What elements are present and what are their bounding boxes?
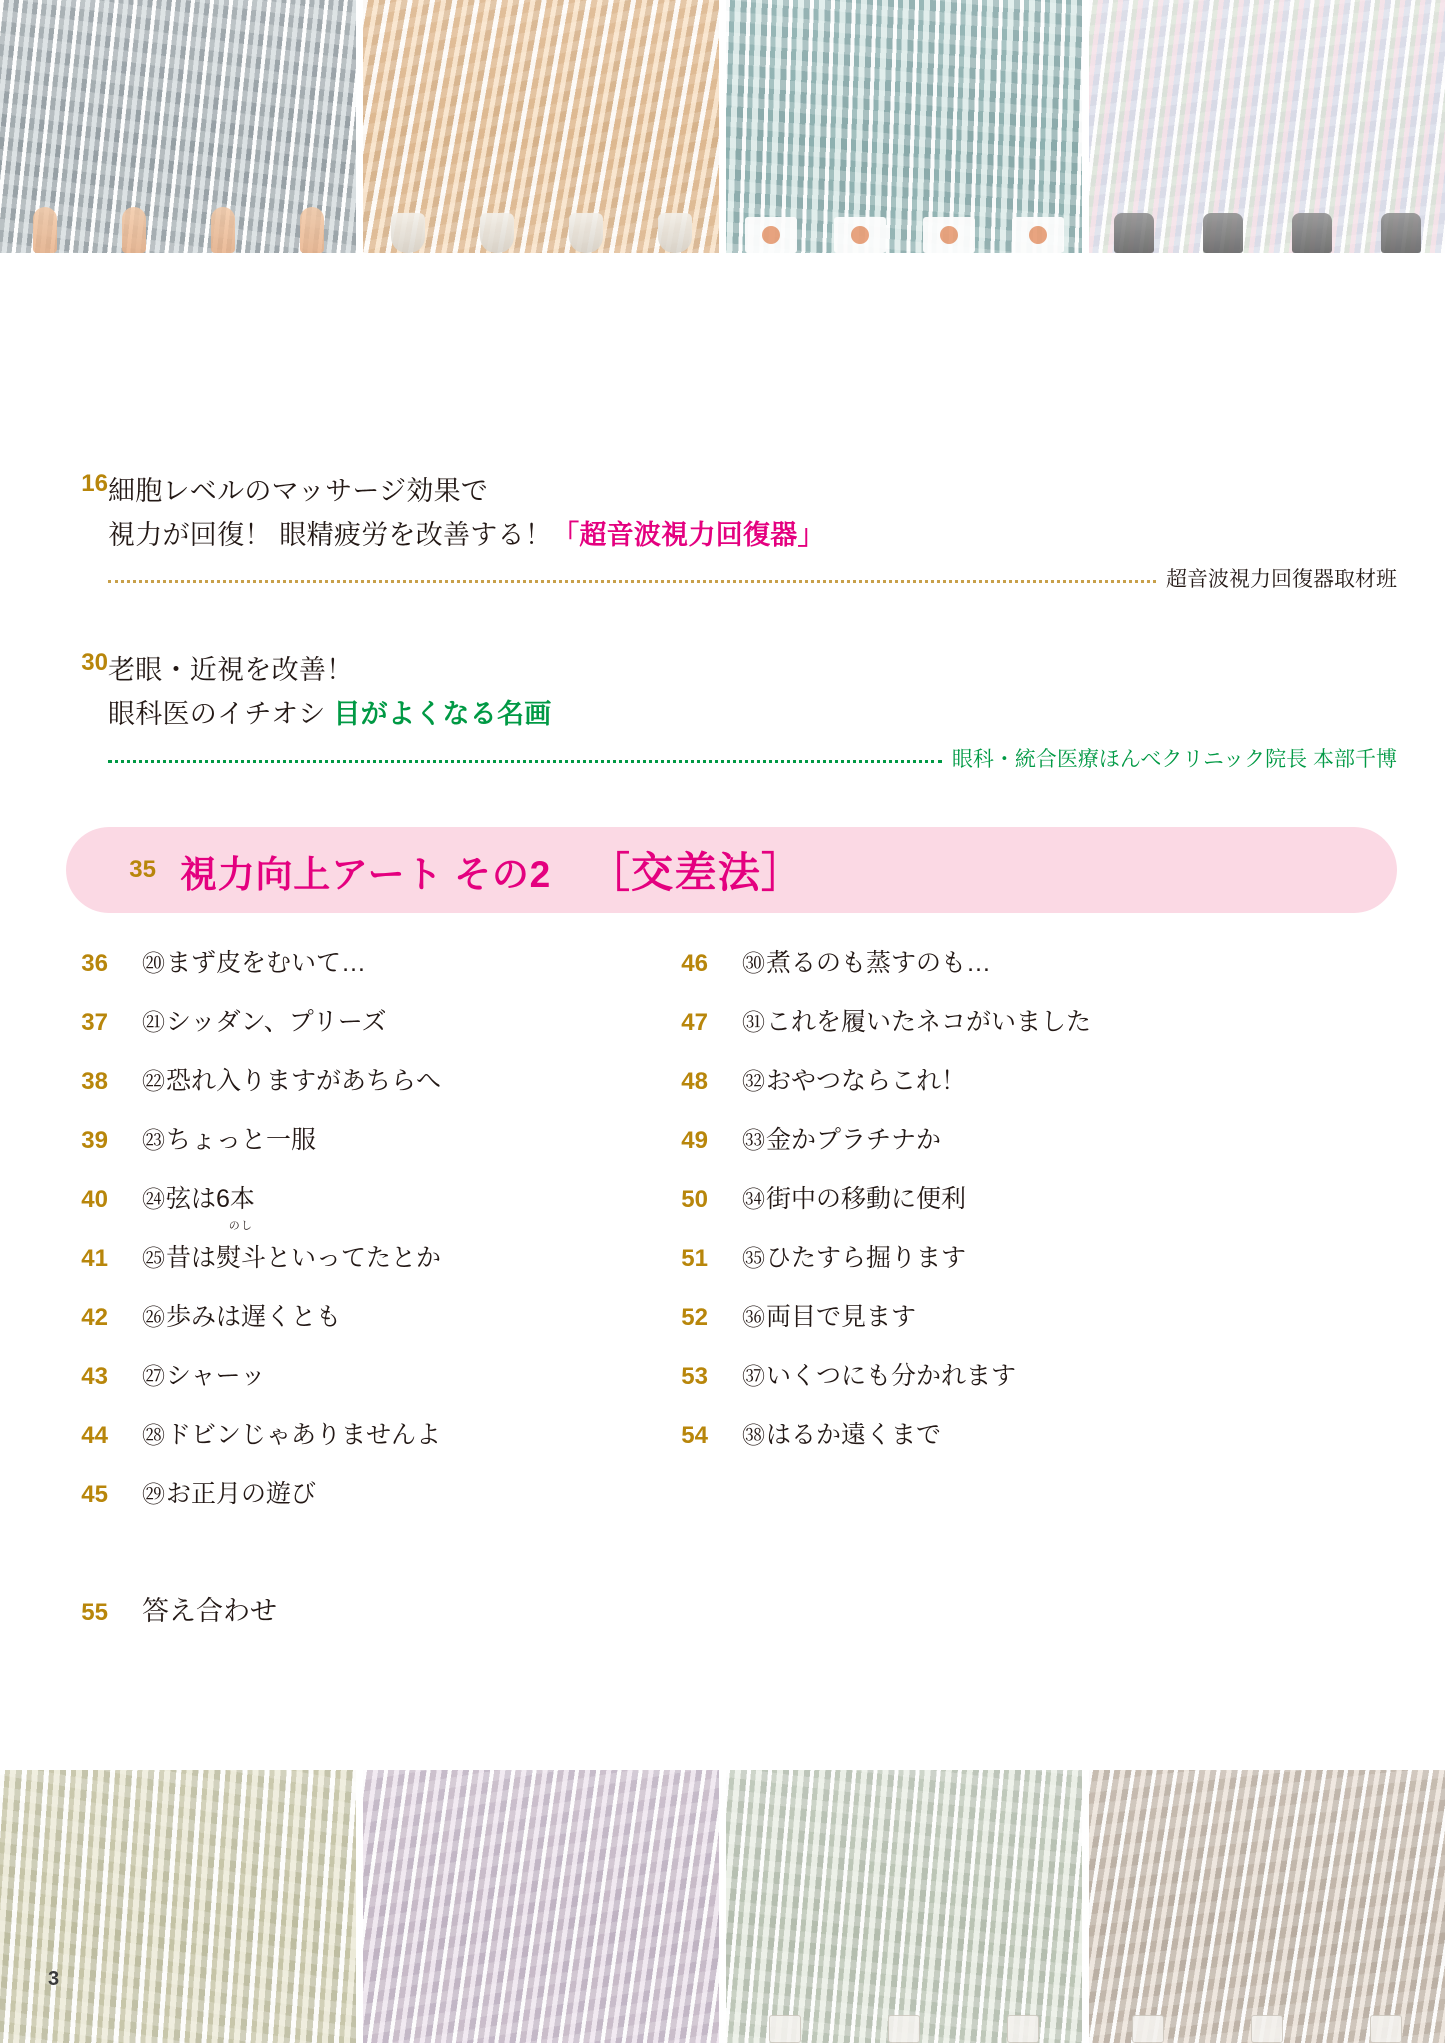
page-folio: 3 [48,1968,60,1990]
page-number: 30 [81,649,108,677]
item-number-circled: ㉙ [142,1480,165,1507]
page-number: 46 [681,949,708,977]
page-number: 52 [681,1303,708,1331]
list-item-label [742,1002,1091,1038]
page-number: 53 [681,1362,708,1390]
stereogram-thumb-7 [726,1770,1082,2043]
feature-line-2-highlight: 「超音波視力回復器」 [552,519,825,550]
ruby-text: のし [228,1219,254,1232]
motif-row [1089,1981,1445,2043]
page-number: 40 [81,1185,108,1213]
list-item[interactable] [81,1474,708,1533]
list-item-label [142,1061,441,1097]
item-title: 昔は のし 熨斗といってたとか [166,1219,442,1272]
item-title: 煮るのも蒸すのも… [766,948,992,977]
banner-bracket-text: ［交差法］ [587,848,805,896]
feature-line-2-plain: 視力が回復！ 眼精疲労を改善する！ [108,519,553,550]
feature-line-2-plain: 眼科医のイチオシ [108,699,334,730]
item-title: お正月の遊び [166,1479,317,1508]
list-item[interactable] [681,1002,1308,1061]
chair-motif-icon [1203,213,1243,253]
list-item[interactable] [81,1061,708,1120]
item-number-circled: ㉚ [742,949,765,976]
list-item-label [742,1179,966,1215]
credit-text: 眼科・統合医療ほんべクリニック院長 本部千博 [951,747,1397,771]
page-number: 55 [81,1598,108,1626]
finger-motif-icon [33,207,57,253]
banner-title-text: 視力向上アート その2 [180,853,551,895]
item-title: はるか遠くまで [766,1420,942,1449]
motif-row [726,191,1082,253]
flag-motif-icon [1012,217,1064,253]
list-item-label [742,1238,966,1274]
feature-line-1: 老眼・近視を改善！ [108,655,354,686]
plug-motif-icon [888,2015,920,2043]
item-title: 街中の移動に便利 [766,1184,967,1213]
item-number-circled: ㊲ [742,1362,765,1389]
toc-column-right [681,943,1308,1533]
list-item[interactable] [681,1120,1308,1179]
list-item[interactable] [81,1120,708,1179]
page-number: 49 [681,1126,708,1154]
feature-line-1: 細胞レベルのマッサージ効果で [108,476,489,506]
plug-motif-icon [1132,2015,1164,2043]
ruby-base: 熨斗 [216,1243,267,1272]
stereogram-thumb-3 [726,0,1082,253]
list-item-label [142,1219,442,1274]
list-item[interactable] [81,1219,708,1297]
item-number-circled: ㉛ [742,1008,765,1035]
item-number-circled: ㊱ [742,1303,765,1330]
plug-motif-icon [1007,2015,1039,2043]
cup-motif-icon [391,213,425,253]
item-number-circled: ㉖ [142,1303,165,1330]
page-number: 38 [81,1067,108,1095]
item-title: 恐れ入りますがあちらへ [166,1066,442,1095]
item-number-circled: ㉝ [742,1126,765,1153]
list-item[interactable] [81,1179,708,1238]
list-item-label [142,1297,341,1333]
ruby-group [216,1219,267,1274]
item-title: いくつにも分かれます [766,1361,1017,1390]
chair-motif-icon [1292,213,1332,253]
toc-answer-entry[interactable] [0,1589,1445,1628]
list-item-label [742,1120,941,1156]
list-item[interactable] [681,943,1308,1002]
table-of-contents [0,470,1445,1628]
list-item-label [742,1297,916,1333]
list-item-label [142,1415,441,1451]
item-number-circled: ㊳ [742,1421,765,1448]
page-number: 43 [81,1362,108,1390]
stereogram-thumb-6 [363,1770,719,2043]
list-item-label [142,1474,316,1510]
item-title: シャーッ [166,1361,266,1390]
cup-motif-icon [480,213,514,253]
bottom-image-strip [0,1770,1445,2043]
item-number-circled: ㉗ [142,1362,165,1389]
toc-feature-entry[interactable] [0,649,1445,736]
item-title: 弦は6本 [166,1184,255,1213]
item-title: ちょっと一服 [166,1125,317,1154]
item-title: おやつならこれ！ [766,1066,967,1095]
item-title: まず皮をむいて… [166,948,367,977]
list-item[interactable] [81,1356,708,1415]
chair-motif-icon [1381,213,1421,253]
credit-row [108,743,1445,773]
list-item[interactable] [681,1356,1308,1415]
cup-motif-icon [569,213,603,253]
page-number: 50 [681,1185,708,1213]
list-item-label [742,1356,1016,1392]
list-item-label [742,943,991,979]
flag-motif-icon [745,217,797,253]
item-number-circled: ㉞ [742,1185,765,1212]
page-number: 51 [681,1244,708,1272]
list-item-label [142,1002,387,1038]
credit-text: 超音波視力回復器取材班 [1166,568,1397,592]
stereogram-thumb-5 [0,1770,356,2043]
page-number: 41 [81,1244,108,1272]
motif-row [726,1981,1082,2043]
page-number: 39 [81,1126,108,1154]
item-title: これを履いたネコがいました [766,1007,1092,1036]
list-item[interactable] [81,1002,708,1061]
item-title: 金かプラチナか [766,1125,942,1154]
page-number: 44 [81,1421,108,1449]
feature-line-2 [108,693,1445,737]
item-title: ひたすら掘ります [766,1243,967,1272]
list-item-label [142,1120,316,1156]
top-image-strip [0,0,1445,253]
finger-motif-icon [122,207,146,253]
flag-motif-icon [834,217,886,253]
flag-motif-icon [923,217,975,253]
page-number: 48 [681,1067,708,1095]
item-number-circled: ㉘ [142,1421,165,1448]
toc-column-left [81,943,708,1533]
motif-row [363,191,719,253]
page-number: 42 [81,1303,108,1331]
page-number: 36 [81,949,108,977]
item-number-circled: ㉔ [142,1185,165,1212]
item-number-circled: ㉒ [142,1067,165,1094]
item-number-circled: ㉑ [142,1008,165,1035]
list-item[interactable] [681,1061,1308,1120]
page-number: 45 [81,1480,108,1508]
banner-title [180,840,804,900]
list-item-label [142,943,366,979]
answer-label: 答え合わせ [142,1595,277,1626]
plug-motif-icon [1370,2015,1402,2043]
section-banner[interactable] [66,827,1397,913]
cup-motif-icon [658,213,692,253]
item-title: 両目で見ます [766,1302,917,1331]
list-item[interactable] [681,1415,1308,1474]
banner-page-number: 35 [129,855,156,883]
toc-feature-entry[interactable] [0,470,1445,557]
stereogram-thumb-8 [1089,1770,1445,2043]
chair-motif-icon [1114,213,1154,253]
finger-motif-icon [300,207,324,253]
motif-row [1089,191,1445,253]
list-item[interactable] [81,1415,708,1474]
item-number-circled: ⑳ [142,949,165,976]
stereogram-thumb-2 [363,0,719,253]
list-item-label [142,1179,255,1215]
page-number: 47 [681,1008,708,1036]
item-number-circled: ㉟ [742,1244,765,1271]
list-item[interactable] [681,1179,1308,1238]
page-number: 54 [681,1421,708,1449]
stereogram-thumb-4 [1089,0,1445,253]
feature-line-2 [108,514,1445,558]
leader-dots [108,580,1156,583]
page-number: 16 [81,470,108,497]
item-number-circled: ㉓ [142,1126,165,1153]
page-number: 37 [81,1008,108,1036]
item-title: 歩みは遅くとも [166,1302,342,1331]
item-title: ドビンじゃありませんよ [166,1420,442,1449]
list-item[interactable] [681,1297,1308,1356]
item-number-circled: ㉕ [142,1244,165,1271]
list-item-label [142,1356,266,1392]
list-item[interactable] [681,1238,1308,1297]
stereogram-thumb-1 [0,0,356,253]
leader-dots [108,760,942,763]
plug-motif-icon [1251,2015,1283,2043]
plug-motif-icon [769,2015,801,2043]
list-item-label [742,1415,941,1451]
finger-motif-icon [211,207,235,253]
feature-line-2-highlight: 目がよくなる名画 [333,699,552,730]
list-item[interactable] [81,943,708,1002]
list-item-label [742,1061,966,1097]
credit-row [108,563,1445,593]
toc-list [0,943,1445,1533]
item-number-circled: ㉜ [742,1067,765,1094]
motif-row [0,191,356,253]
list-item[interactable] [81,1297,708,1356]
item-title: シッダン、プリーズ [166,1007,387,1036]
